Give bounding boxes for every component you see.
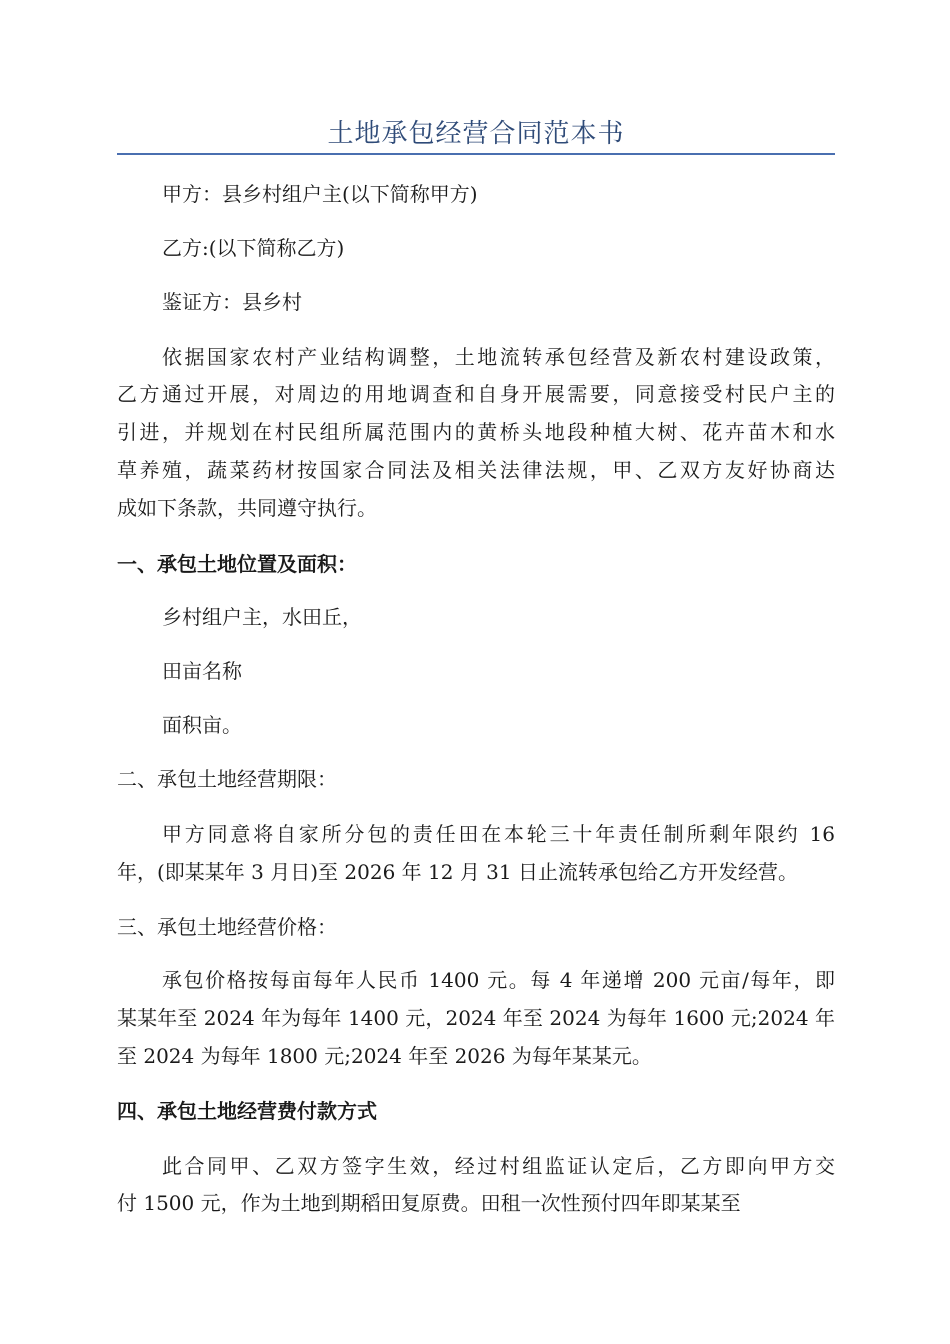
section-1-line: 面积亩。 (162, 713, 242, 737)
section-1-heading: 一、承包土地位置及面积： (117, 552, 357, 576)
document-title: 土地承包经营合同范本书 (327, 119, 625, 149)
intro-paragraph-line: 成如下条款，共同遵守执行。 (117, 496, 377, 520)
section-1-line: 乡村组户主，水田丘， (162, 605, 362, 629)
party-a-line: 甲方：县乡村组户主(以下简称甲方) (162, 182, 478, 206)
section-4-line: 此合同甲、乙双方签字生效，经过村组监证认定后，乙方即向甲方交 (162, 1154, 835, 1178)
section-3-line: 承包价格按每亩每年人民币 1400 元。每 4 年递增 200 元亩/每年，即 (162, 968, 835, 992)
title-underline (117, 153, 835, 155)
party-b-line: 乙方:(以下简称乙方) (162, 236, 345, 260)
section-4-line: 付 1500 元，作为土地到期稻田复原费。田租一次性预付四年即某某至 (117, 1191, 741, 1215)
section-4-heading: 四、承包土地经营费付款方式 (117, 1099, 377, 1123)
section-2-heading: 二、承包土地经营期限： (117, 767, 337, 791)
intro-paragraph-line: 引进，并规划在村民组所属范围内的黄桥头地段种植大树、花卉苗木和水 (117, 420, 835, 444)
section-1-line: 田亩名称 (162, 659, 242, 683)
intro-paragraph-line: 依据国家农村产业结构调整，土地流转承包经营及新农村建设政策， (162, 345, 835, 369)
witness-line: 鉴证方：县乡村 (162, 290, 302, 314)
section-2-line: 年，(即某某年 3 月日)至 2026 年 12 月 31 日止流转承包给乙方开发经营。 (117, 860, 798, 884)
section-3-heading: 三、承包土地经营价格： (117, 915, 337, 939)
intro-paragraph-line: 乙方通过开展，对周边的用地调查和自身开展需要，同意接受村民户主的 (117, 382, 835, 406)
intro-paragraph-line: 草养殖，蔬菜药材按国家合同法及相关法律法规，甲、乙双方友好协商达 (117, 458, 835, 482)
section-3-line: 某某年至 2024 年为每年 1400 元，2024 年至 2024 为每年 1600 元;2024 年 (117, 1006, 835, 1030)
section-2-line: 甲方同意将自家所分包的责任田在本轮三十年责任制所剩年限约 16 (162, 822, 835, 846)
section-3-line: 至 2024 为每年 1800 元;2024 年至 2026 为每年某某元。 (117, 1044, 652, 1068)
